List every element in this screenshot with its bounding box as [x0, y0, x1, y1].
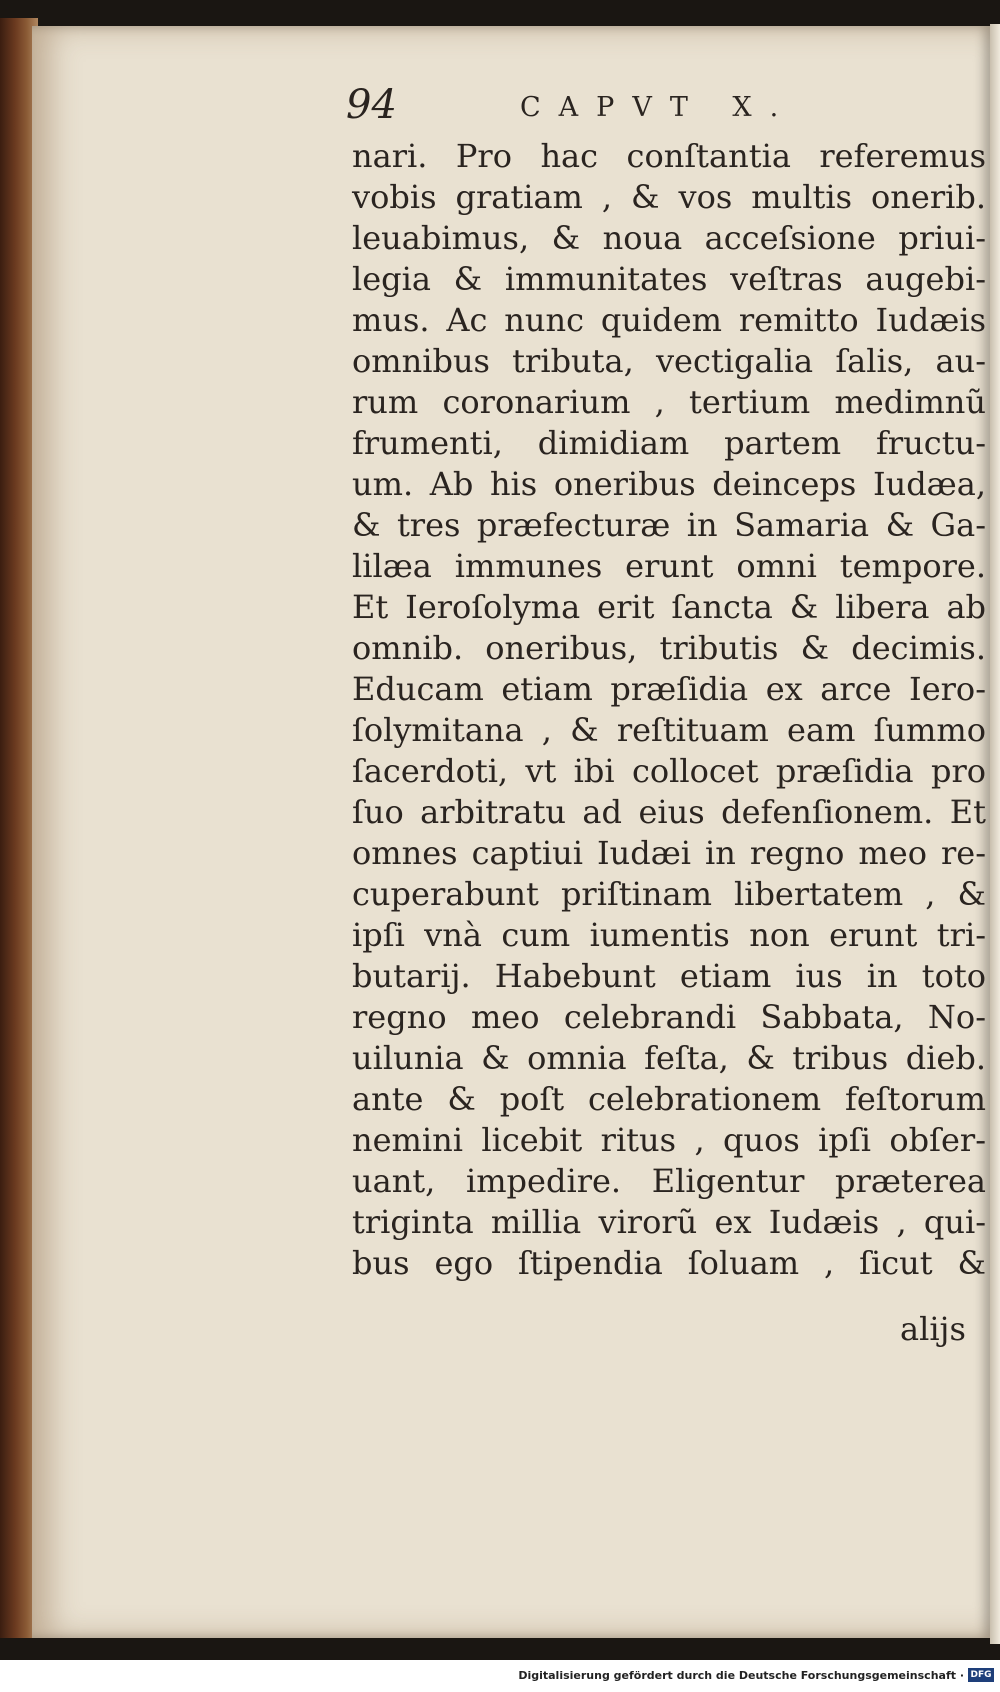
- funding-credit: Digitalisierung gefördert durch die Deutsche Forschungsgemeinschaft ·: [518, 1669, 964, 1682]
- text-line: triginta millia virorũ ex Iudæis , qui-: [352, 1203, 986, 1241]
- text-line: nemini licebit ritus , quos ipſi obſer-: [352, 1121, 986, 1159]
- text-line: mus. Ac nunc quidem remitto Iudæis: [352, 301, 986, 339]
- text-line: omnib. oneribus, tributis & decimis.: [352, 629, 986, 667]
- text-line: legia & immunitates veſtras augebi-: [352, 260, 986, 298]
- text-line: ipſi vnà cum iumentis non erunt tri-: [352, 916, 986, 954]
- text-line: Educam etiam præſidia ex arce Iero-: [352, 670, 986, 708]
- text-line: leuabimus, & noua acceſsione priui-: [352, 219, 986, 257]
- text-line: um. Ab his oneribus deinceps Iudæa,: [352, 465, 986, 503]
- text-line: cuperabunt priſtinam libertatem , &: [352, 875, 986, 913]
- footer-bar: [0, 1660, 1000, 1692]
- catchword: alijs: [900, 1310, 966, 1348]
- text-line: uilunia & omnia feſta, & tribus dieb.: [352, 1039, 986, 1077]
- text-line: frumenti, dimidiam partem fructu-: [352, 424, 986, 462]
- text-line: omnibus tributa, vectigalia ſalis, au-: [352, 342, 986, 380]
- page-header: [346, 82, 846, 142]
- dfg-logo: DFG: [968, 1668, 994, 1682]
- text-line: regno meo celebrandi Sabbata, No-: [352, 998, 986, 1036]
- text-line: ſuo arbitratu ad eius defenſionem. Et: [352, 793, 986, 831]
- text-line: bus ego ſtipendia ſoluam , ſicut &: [352, 1244, 986, 1282]
- text-line: ſolymitana , & reſtituam eam ſummo: [352, 711, 986, 749]
- running-head: CAPVT X.: [520, 92, 797, 123]
- text-line: uant, impedire. Eligentur præterea: [352, 1162, 986, 1200]
- page-right-edge: [990, 24, 1000, 1644]
- page-number: 94: [346, 82, 397, 128]
- text-line: ſacerdoti, vt ibi collocet præſidia pro: [352, 752, 986, 790]
- text-line: ante & poſt celebrationem feſtorum: [352, 1080, 986, 1118]
- text-block: [352, 136, 986, 1284]
- text-line: lilæa immunes erunt omni tempore.: [352, 547, 986, 585]
- text-line: vobis gratiam , & vos multis onerib.: [352, 178, 986, 216]
- text-line: & tres præfecturæ in Samaria & Ga-: [352, 506, 986, 544]
- text-line: butarij. Habebunt etiam ius in toto: [352, 957, 986, 995]
- text-line: Et Ieroſolyma erit ſancta & libera ab: [352, 588, 986, 626]
- text-line: rum coronarium , tertium medimnũ: [352, 383, 986, 421]
- text-line: nari. Pro hac conſtantia referemus: [352, 137, 986, 175]
- text-line: omnes captiui Iudæi in regno meo re-: [352, 834, 986, 872]
